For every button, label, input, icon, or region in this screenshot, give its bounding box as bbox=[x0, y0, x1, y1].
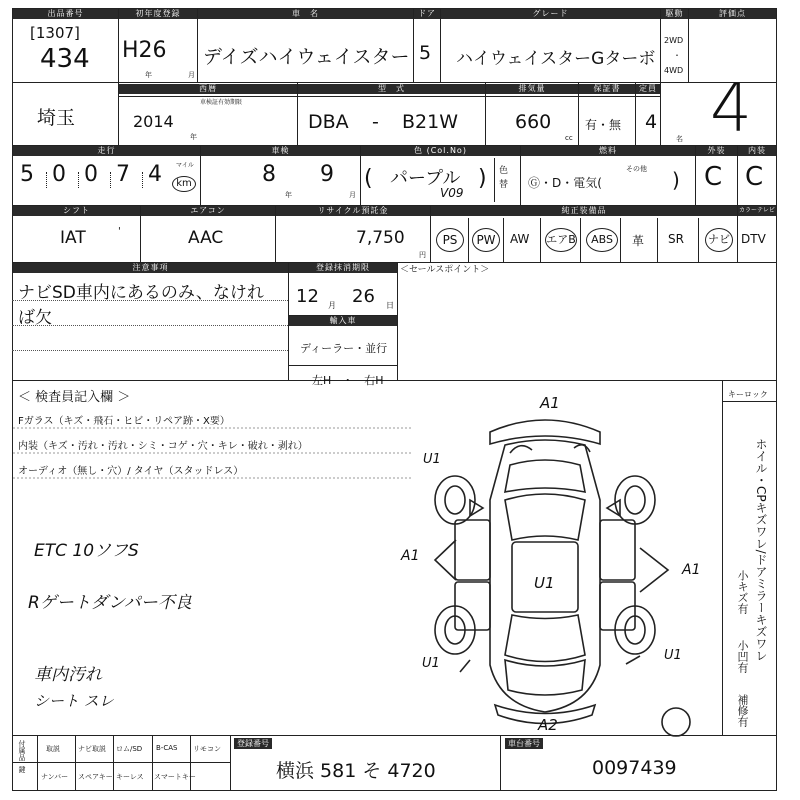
equip-ps: PS bbox=[436, 228, 464, 252]
equip-aw: AW bbox=[510, 232, 530, 246]
color-name: パープル bbox=[390, 168, 461, 189]
header-inspection-exp: 車検 bbox=[201, 146, 360, 156]
region-value: 埼玉 bbox=[37, 107, 76, 129]
shift-value: IAT bbox=[60, 228, 86, 248]
inspection-day-unit: 月 bbox=[349, 191, 356, 199]
header-first-reg: 初年度登録 bbox=[119, 9, 197, 19]
header-aircon: エアコン bbox=[141, 206, 275, 216]
header-car-name: 車 名 bbox=[198, 9, 413, 19]
equip-pw: PW bbox=[472, 228, 500, 252]
bottom-navi-manual: ナビ取説 bbox=[78, 745, 106, 753]
inspection-label: 車検証有効期限 bbox=[200, 99, 243, 106]
aircon-value: AAC bbox=[188, 228, 224, 248]
inspector-line-1: Fガラス（キズ・飛石・ヒビ・リペア跡・X要） bbox=[18, 416, 230, 427]
header-mileage: 走行 bbox=[13, 146, 200, 156]
header-displacement: 排気量 bbox=[486, 84, 578, 94]
header-navi-tuner: カラーテレビ bbox=[739, 207, 775, 214]
displacement-unit: cc bbox=[565, 134, 573, 142]
legend-small-dent: 小凹有 bbox=[736, 640, 749, 673]
header-color: 色 (Col.No) bbox=[361, 146, 520, 156]
bottom-side-label-bottom: 鍵 bbox=[18, 766, 26, 773]
header-shift: シフト bbox=[13, 206, 140, 216]
recycle-unit: 円 bbox=[419, 251, 426, 259]
legend-vertical: ホイル・CPキズワレ/ドアミラーキズワレ bbox=[754, 438, 768, 662]
bottom-side-label-top: 付属品 bbox=[18, 740, 26, 761]
warranty-value: 有・無 bbox=[585, 118, 622, 132]
header-grade: グレード bbox=[441, 9, 660, 19]
header-interior: 内装 bbox=[738, 146, 776, 156]
hand-note-rgate: Rゲートダンパー不良 bbox=[28, 593, 192, 613]
fuel-close: ) bbox=[672, 168, 680, 192]
handle-type: 左H ・ 右H bbox=[312, 374, 384, 387]
import-type: ディーラー・並行 bbox=[300, 342, 388, 355]
capacity-value: 4 bbox=[645, 111, 658, 133]
mark-roof-u1: U1 bbox=[534, 574, 555, 592]
lot-prefix: [1307] bbox=[30, 24, 80, 42]
interior-grade: C bbox=[745, 162, 764, 192]
equip-leather: 革 bbox=[632, 234, 645, 248]
bottom-rom-sd: ロム/SD bbox=[116, 745, 143, 753]
score-value: 4 bbox=[710, 70, 752, 147]
bottom-spare-key: スペアキー bbox=[78, 773, 113, 781]
sales-point-label: ＜セールスポイント＞ bbox=[400, 265, 490, 275]
grade-value: ハイウェイスターGターボ bbox=[456, 49, 656, 69]
header-exterior: 外装 bbox=[696, 146, 737, 156]
year-western: 2014 bbox=[133, 112, 174, 131]
plate-header: 登録番号 bbox=[234, 738, 272, 749]
header-lot-no: 出品番号 bbox=[13, 9, 118, 19]
inspection-month: 8 bbox=[262, 162, 276, 187]
color-paren-close: ) bbox=[478, 166, 487, 191]
color-code: V09 bbox=[440, 186, 464, 200]
mileage-digit-4: 7 bbox=[116, 162, 130, 187]
mark-front-a1: A1 bbox=[540, 394, 560, 412]
mileage-unit-km: km bbox=[172, 176, 196, 192]
model-left: DBA bbox=[308, 111, 349, 133]
model-dash: - bbox=[372, 111, 379, 133]
legend-repair: 補修有 bbox=[736, 694, 749, 727]
car-name: デイズハイウェイスター bbox=[203, 46, 410, 68]
mileage-digit-1: 5 bbox=[20, 162, 34, 187]
inspection-day: 9 bbox=[320, 162, 334, 187]
header-region: 西暦 bbox=[119, 84, 297, 94]
mark-right-a1: A1 bbox=[682, 562, 701, 578]
header-warranty: 保証書 bbox=[579, 84, 635, 94]
header-notes: 注意事項 bbox=[13, 263, 288, 273]
reg-month: 12 bbox=[296, 286, 319, 307]
color-paren-open: ( bbox=[364, 166, 373, 191]
header-doors: ドア bbox=[414, 9, 440, 19]
equip-airbag: エアB bbox=[545, 228, 577, 252]
equip-dtv: DTV bbox=[741, 232, 766, 246]
bottom-manual: 取説 bbox=[46, 745, 60, 753]
hand-note-dirty: 車内汚れ bbox=[34, 665, 102, 685]
capacity-unit: 名 bbox=[676, 135, 683, 143]
mark-rear-right-u1: U1 bbox=[664, 648, 682, 663]
drive-2wd: 2WD bbox=[664, 36, 684, 45]
shift-tick: ' bbox=[118, 226, 121, 237]
mileage-digit-3: 0 bbox=[84, 162, 98, 187]
drive-4wd: 4WD bbox=[664, 66, 684, 75]
inspector-line-3: オーディオ（無し・穴）/ タイヤ（スタッドレス） bbox=[18, 466, 244, 477]
header-drive: 駆動 bbox=[661, 9, 688, 19]
header-reg-until: 登録抹消期限 bbox=[289, 263, 397, 273]
bottom-number: ナンバー bbox=[41, 773, 69, 781]
mark-rear-left-u1: U1 bbox=[422, 656, 440, 671]
bottom-remote: リモコン bbox=[193, 745, 221, 753]
header-capacity: 定員 bbox=[636, 84, 660, 94]
header-score: 評価点 bbox=[689, 9, 776, 19]
lot-number: 434 bbox=[40, 44, 90, 74]
header-equipment: 純正装備品 bbox=[431, 206, 737, 216]
plate-value: 横浜 581 そ 4720 bbox=[276, 760, 436, 782]
reg-day: 26 bbox=[352, 286, 375, 307]
year-unit-nen: 年 bbox=[145, 71, 152, 79]
inspection-month-unit: 年 bbox=[285, 191, 292, 199]
inspector-line-2: 内装（キズ・汚れ・汚れ・シミ・コゲ・穴・キレ・破れ・剥れ） bbox=[18, 441, 308, 452]
notes-line-2: ば欠 bbox=[18, 308, 52, 328]
chassis-value: 0097439 bbox=[592, 757, 677, 779]
hand-note-etc: ETC 10ソフS bbox=[34, 541, 139, 561]
equip-sr: SR bbox=[668, 232, 684, 246]
inspector-title: ＜ 検査員記入欄 ＞ bbox=[18, 390, 131, 405]
keylock-label: キーロック bbox=[728, 390, 768, 399]
recycle-value: 7,750 bbox=[356, 228, 405, 248]
chassis-header: 車台番号 bbox=[505, 738, 543, 749]
exterior-grade: C bbox=[704, 162, 723, 192]
header-model: 型 式 bbox=[298, 84, 485, 94]
color-change-label: 色替 bbox=[499, 166, 509, 190]
legend-small-scratch: 小キズ有 bbox=[736, 570, 749, 614]
mileage-unit-mile: マイル bbox=[176, 162, 194, 169]
displacement-value: 660 bbox=[515, 111, 552, 133]
year-unit-month: 月 bbox=[188, 71, 195, 79]
reg-month-unit: 月 bbox=[328, 301, 336, 310]
fuel-other: その他 bbox=[626, 165, 647, 173]
bottom-keyless: キーレス bbox=[116, 773, 144, 781]
model-right: B21W bbox=[402, 111, 458, 133]
year-era: H26 bbox=[122, 38, 167, 63]
bottom-bcas: B-CAS bbox=[156, 744, 178, 752]
mileage-digit-2: 0 bbox=[52, 162, 66, 187]
year-western-unit: 年 bbox=[190, 133, 197, 141]
header-import: 輸入車 bbox=[289, 316, 397, 326]
hand-note-seat: シート スレ bbox=[34, 692, 114, 710]
header-recycle: リサイクル預託金 bbox=[276, 206, 430, 216]
notes-line-1: ナビSD車内にあるのみ、なけれ bbox=[18, 283, 264, 303]
fuel-options: Ⓖ・D・電気( bbox=[528, 176, 602, 190]
mileage-digit-5: 4 bbox=[148, 162, 162, 187]
mark-left-a1: A1 bbox=[401, 548, 420, 564]
equip-abs: ABS bbox=[586, 228, 618, 252]
reg-day-unit: 日 bbox=[386, 301, 394, 310]
drive-separator: ・ bbox=[673, 51, 681, 60]
mark-rear-a2: A2 bbox=[538, 716, 558, 734]
doors-value: 5 bbox=[419, 42, 432, 64]
bottom-smart-key: スマートキー bbox=[154, 773, 196, 781]
equip-navi: ナビ bbox=[705, 228, 733, 252]
mark-front-u1: U1 bbox=[423, 452, 441, 467]
header-fuel: 燃料 bbox=[521, 146, 695, 156]
